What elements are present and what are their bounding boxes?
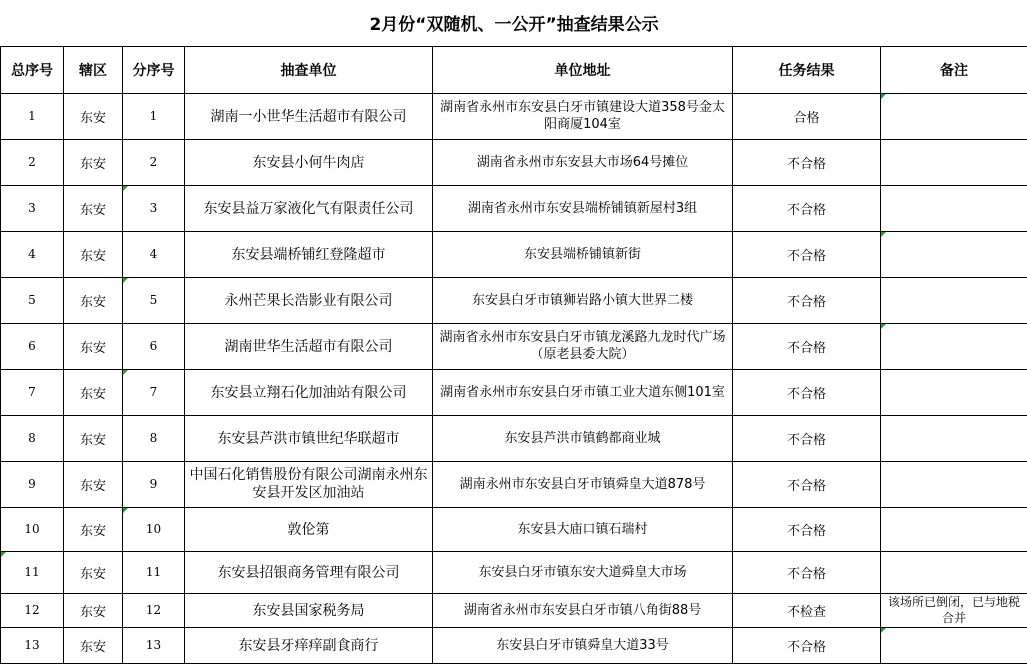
district-cell: 东安 — [64, 231, 123, 277]
sub-no-cell: 4 — [123, 231, 185, 277]
district-cell: 东安 — [64, 593, 123, 627]
sub-no-cell: 1 — [123, 93, 185, 139]
header-sub-no: 分序号 — [123, 46, 185, 93]
total-no-cell: 3 — [1, 185, 64, 231]
result-cell: 不合格 — [733, 139, 881, 185]
result-cell: 不合格 — [733, 323, 881, 369]
unit-cell: 东安县小何牛肉店 — [185, 139, 433, 185]
unit-cell: 东安县益万家液化气有限责任公司 — [185, 185, 433, 231]
result-cell: 不合格 — [733, 551, 881, 593]
table-row — [1, 507, 1027, 551]
address-cell: 东安县白牙市镇舜皇大道33号 — [433, 627, 733, 663]
table-row — [1, 231, 1027, 277]
district-cell: 东安 — [64, 139, 123, 185]
note-cell — [881, 415, 1027, 461]
sub-no-cell: 10 — [123, 507, 185, 551]
table-row — [1, 323, 1027, 369]
total-no-cell: 5 — [1, 277, 64, 323]
unit-cell: 敦伦第 — [185, 507, 433, 551]
district-cell: 东安 — [64, 277, 123, 323]
header-district: 辖区 — [64, 46, 123, 93]
total-no-cell: 1 — [1, 93, 64, 139]
district-cell: 东安 — [64, 627, 123, 663]
header-address: 单位地址 — [433, 46, 733, 93]
address-cell: 湖南省永州市东安县白牙市镇八角街88号 — [433, 593, 733, 627]
district-cell: 东安 — [64, 369, 123, 415]
total-no-cell: 13 — [1, 627, 64, 663]
unit-cell: 湖南一小世华生活超市有限公司 — [185, 93, 433, 139]
total-no-cell: 7 — [1, 369, 64, 415]
address-cell: 湖南省永州市东安县白牙市镇工业大道东侧101室 — [433, 369, 733, 415]
sub-no-cell: 7 — [123, 369, 185, 415]
result-cell: 不合格 — [733, 369, 881, 415]
total-no-cell: 9 — [1, 461, 64, 507]
table-row — [1, 369, 1027, 415]
district-cell: 东安 — [64, 93, 123, 139]
address-cell: 东安县大庙口镇石瑞村 — [433, 507, 733, 551]
note-cell — [881, 627, 1027, 663]
note-cell — [881, 185, 1027, 231]
district-cell: 东安 — [64, 507, 123, 551]
address-cell: 东安县白牙市镇东安大道舜皇大市场 — [433, 551, 733, 593]
note-cell: 该场所已倒闭，已与地税合并 — [881, 593, 1027, 627]
table-row — [1, 461, 1027, 507]
unit-cell: 东安县芦洪市镇世纪华联超市 — [185, 415, 433, 461]
header-total-no: 总序号 — [1, 46, 64, 93]
address-cell: 湖南省永州市东安县大市场64号摊位 — [433, 139, 733, 185]
header-note: 备注 — [881, 46, 1027, 93]
sub-no-cell: 8 — [123, 415, 185, 461]
sub-no-cell: 6 — [123, 323, 185, 369]
result-cell: 不合格 — [733, 415, 881, 461]
district-cell: 东安 — [64, 415, 123, 461]
result-cell: 不合格 — [733, 627, 881, 663]
total-no-cell: 2 — [1, 139, 64, 185]
total-no-cell: 4 — [1, 231, 64, 277]
unit-cell: 东安县招银商务管理有限公司 — [185, 551, 433, 593]
note-cell — [881, 93, 1027, 139]
address-cell: 湖南永州市东安县白牙市镇舜皇大道878号 — [433, 461, 733, 507]
sub-no-cell: 5 — [123, 277, 185, 323]
page-title: 2月份“双随机、一公开”抽查结果公示 — [1, 0, 1027, 46]
note-cell — [881, 277, 1027, 323]
address-cell: 东安县端桥铺镇新街 — [433, 231, 733, 277]
result-cell: 合格 — [733, 93, 881, 139]
address-cell: 湖南省永州市东安县白牙市镇建设大道358号金太阳商厦104室 — [433, 93, 733, 139]
table-row — [1, 139, 1027, 185]
sub-no-cell: 9 — [123, 461, 185, 507]
header-unit: 抽查单位 — [185, 46, 433, 93]
sub-no-cell: 12 — [123, 593, 185, 627]
result-cell: 不合格 — [733, 231, 881, 277]
note-cell — [881, 231, 1027, 277]
table-row — [1, 551, 1027, 593]
district-cell: 东安 — [64, 461, 123, 507]
total-no-cell: 12 — [1, 593, 64, 627]
sub-no-cell: 2 — [123, 139, 185, 185]
district-cell: 东安 — [64, 551, 123, 593]
address-cell: 湖南省永州市东安县端桥铺镇新屋村3组 — [433, 185, 733, 231]
unit-cell: 永州芒果长浩影业有限公司 — [185, 277, 433, 323]
table-row — [1, 415, 1027, 461]
table-row — [1, 93, 1027, 139]
result-cell: 不合格 — [733, 461, 881, 507]
result-cell: 不合格 — [733, 507, 881, 551]
result-cell: 不合格 — [733, 185, 881, 231]
unit-cell: 东安县国家税务局 — [185, 593, 433, 627]
unit-cell: 东安县牙痒痒副食商行 — [185, 627, 433, 663]
unit-cell: 中国石化销售股份有限公司湖南永州东安县开发区加油站 — [185, 461, 433, 507]
table-row — [1, 185, 1027, 231]
note-cell — [881, 369, 1027, 415]
table-row — [1, 627, 1027, 663]
note-cell — [881, 461, 1027, 507]
district-cell: 东安 — [64, 185, 123, 231]
result-cell: 不检查 — [733, 593, 881, 627]
header-row — [1, 46, 1027, 93]
header-result: 任务结果 — [733, 46, 881, 93]
total-no-cell: 10 — [1, 507, 64, 551]
note-cell — [881, 507, 1027, 551]
table-row — [1, 593, 1027, 627]
sub-no-cell: 13 — [123, 627, 185, 663]
district-cell: 东安 — [64, 323, 123, 369]
table-row — [1, 277, 1027, 323]
unit-cell: 东安县立翔石化加油站有限公司 — [185, 369, 433, 415]
total-no-cell: 6 — [1, 323, 64, 369]
note-cell — [881, 551, 1027, 593]
sub-no-cell: 3 — [123, 185, 185, 231]
total-no-cell: 8 — [1, 415, 64, 461]
address-cell: 东安县白牙市镇狮岩路小镇大世界二楼 — [433, 277, 733, 323]
note-cell — [881, 139, 1027, 185]
sub-no-cell: 11 — [123, 551, 185, 593]
address-cell: 湖南省永州市东安县白牙市镇龙溪路九龙时代广场（原老县委大院） — [433, 323, 733, 369]
note-cell — [881, 323, 1027, 369]
address-cell: 东安县芦洪市镇鹤都商业城 — [433, 415, 733, 461]
unit-cell: 湖南世华生活超市有限公司 — [185, 323, 433, 369]
total-no-cell: 11 — [1, 551, 64, 593]
unit-cell: 东安县端桥铺红登隆超市 — [185, 231, 433, 277]
result-cell: 不合格 — [733, 277, 881, 323]
